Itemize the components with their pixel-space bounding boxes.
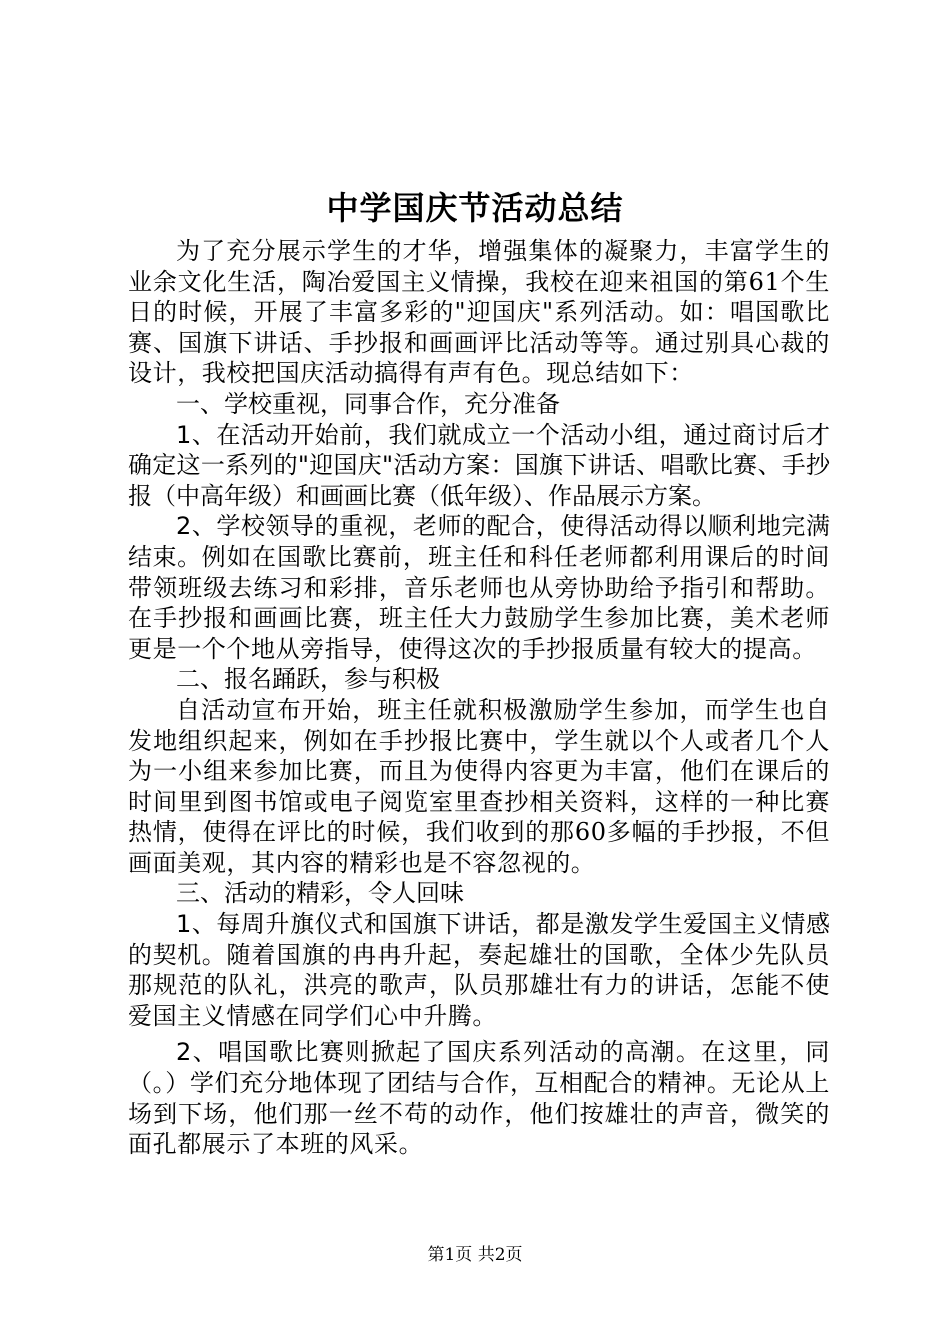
section-heading-3: 三、活动的精彩，令人回味 [176, 879, 464, 908]
paragraph-flag-ceremony-lead: 1、每周升旗仪式和国旗下讲话，都是激发学生爱国主义情感的契机。 [128, 910, 830, 969]
paragraph-leadership-lead: 2、学校领导的重视，老师的配合，使得活动得以顺利地完满结束。 [128, 512, 830, 571]
paragraph-flag-ceremony [128, 909, 830, 1031]
document-title: 中学国庆节活动总结 [326, 189, 624, 227]
paragraph-flag-ceremony-rest: 随着国旗的冉冉升起，奏起雄壮的国歌，全体少先队员那规范的队礼，洪亮的歌声，队员那雄壮有力的讲话，怎能不使爱国主义情感在同学们心中升腾。 [128, 940, 830, 1030]
intro-paragraph: 为了充分展示学生的才华，增强集体的凝聚力，丰富学生的业余文化生活，陶冶爱国主义情操，我校在迎来祖国的第61个生日的时候，开展了丰富多彩的"迎国庆"系列活动。如：唱国歌比赛、国旗下讲话、手抄报和画画评比活动等等。通过别具心裁的设计，我校把国庆活动搞得有声有色。现总结如下： [128, 237, 830, 388]
page-number-footer: 第1页 共2页 [427, 1245, 523, 1265]
section-heading-1: 一、学校重视，同事合作，充分准备 [176, 389, 560, 418]
paragraph-preparation: 1、在活动开始前，我们就成立一个活动小组，通过商讨后才确定这一系列的"迎国庆"活动方案：国旗下讲话、唱歌比赛、手抄报（中高年级）和画画比赛（低年级）、作品展示方案。 [128, 420, 830, 510]
paragraph-anthem-contest [128, 1037, 830, 1159]
section-heading-2: 二、报名踊跃，参与积极 [176, 665, 440, 694]
paragraph-anthem-contest-rest: 在这里，同（。）学们充分地体现了团结与合作，互相配合的精神。无论从上场到下场，他们那一丝不苟的动作，他们按雄壮的声音，微笑的面孔都展示了本班的风采。 [128, 1038, 830, 1159]
document-body [128, 236, 830, 1160]
paragraph-leadership [128, 511, 830, 664]
paragraph-participation: 自活动宣布开始，班主任就积极激励学生参加，而学生也自发地组织起来，例如在手抄报比赛中，学生就以个人或者几个人为一小组来参加比赛，而且为使得内容更为丰富，他们在课后的时间里到图书馆或电子阅览室里查抄相关资料，这样的一种比赛热情，使得在评比的时候，我们收到的那60多幅的手抄报，不但画面美观，其内容的精彩也是不容忽视的。 [128, 695, 830, 877]
paragraph-anthem-contest-lead: 2、唱国歌比赛则掀起了国庆系列活动的高潮。 [176, 1038, 702, 1067]
paragraph-leadership-rest: 例如在国歌比赛前，班主任和科任老师都利用课后的时间带领班级去练习和彩排，音乐老师也从旁协助给予指引和帮助。在手抄报和画画比赛，班主任大力鼓励学生参加比赛，美术老师更是一个个地从旁指导，使得这次的手抄报质量有较大的提高。 [128, 542, 831, 663]
